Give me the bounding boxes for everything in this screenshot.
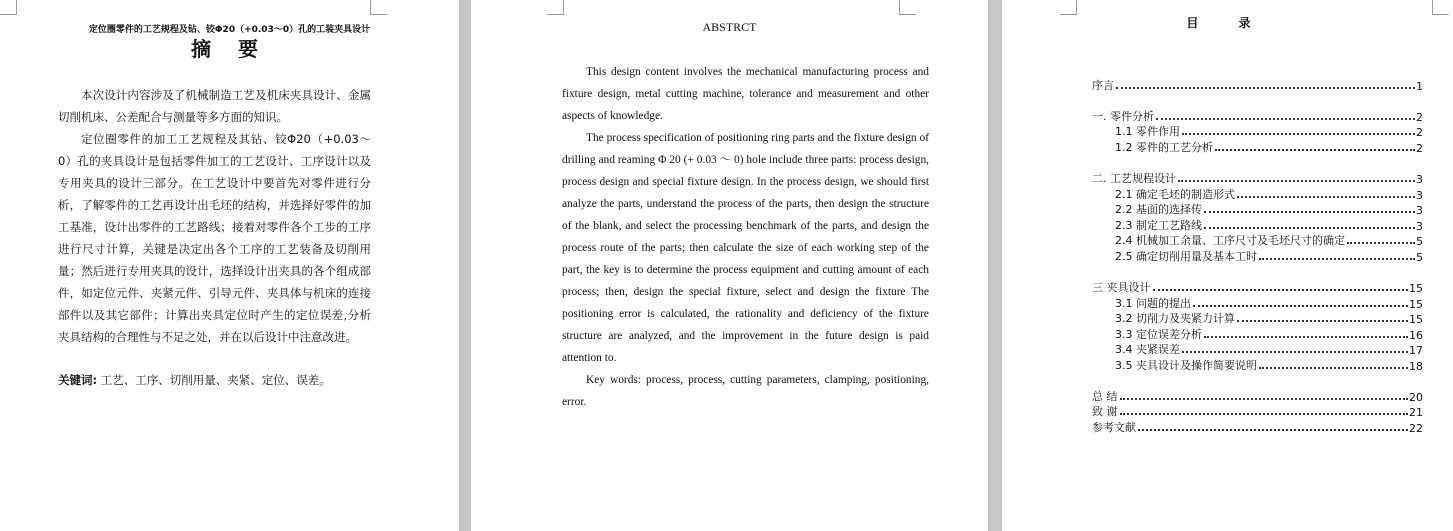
toc-page-number: 2 [1416, 126, 1423, 139]
toc-entry-text: 2.4 机械加工余量、工序尺寸及毛坯尺寸的确定 [1115, 234, 1345, 247]
toc-page-number: 5 [1416, 251, 1423, 264]
toc-page-number: 3 [1416, 220, 1423, 233]
toc-page-number: 3 [1416, 173, 1423, 186]
toc-leader-dots [1156, 118, 1415, 120]
page-english-abstract [471, 0, 988, 531]
toc-leader-dots [1237, 196, 1415, 198]
toc-entry [1092, 170, 1423, 186]
toc-page-number: 15 [1409, 298, 1423, 311]
toc-entry [1092, 279, 1423, 295]
toc-leader-dots [1178, 180, 1415, 182]
toc-leader-dots [1193, 305, 1408, 307]
toc-leader-dots [1259, 258, 1415, 260]
toc-entry [1115, 232, 1423, 248]
toc-entry-text: 致 谢 [1092, 405, 1118, 418]
toc-page-number: 16 [1409, 329, 1423, 342]
keywords-line [58, 369, 371, 391]
document-header: 定位圈零件的工艺规程及钻、铰Φ20（+0.03～0）孔的工装夹具设计 [88, 25, 371, 35]
toc-entry-text: 1.2 零件的工艺分析 [1115, 141, 1213, 154]
toc-leader-dots [1182, 133, 1415, 135]
toc-entry-text: 3.4 夹紧误差 [1115, 343, 1180, 356]
toc-entry [1092, 403, 1423, 419]
toc-leader-dots [1120, 398, 1409, 400]
crop-mark [547, 0, 564, 15]
toc-page-number: 22 [1409, 422, 1423, 435]
toc-page-number: 2 [1416, 142, 1423, 155]
toc-entry-text: 3.2 切削力及夹紧力计算 [1115, 312, 1235, 325]
crop-mark [1060, 0, 1077, 15]
toc-entry [1115, 357, 1423, 373]
toc-leader-dots [1259, 367, 1408, 369]
page-table-of-contents [1002, 0, 1453, 531]
abstract-title: ABSTRCT [702, 20, 757, 34]
toc-entry-text: 二. 工艺规程设计 [1092, 172, 1176, 185]
toc-leader-dots [1153, 289, 1409, 291]
toc-entry [1115, 310, 1423, 326]
toc-entry [1115, 248, 1423, 264]
toc-entry-text: 三 夹具设计 [1092, 281, 1151, 294]
abstract-paragraph: 本次设计内容涉及了机械制造工艺及机床夹具设计、金属切削机床、公差配合与测量等多方面的知识。 [58, 88, 371, 124]
toc-entry-text: 1.1 零件作用 [1115, 125, 1180, 138]
toc-entry-text: 3.5 夹具设计及操作简要说明 [1115, 359, 1257, 372]
toc-entry-text: 2.1 确定毛坯的制造形式 [1115, 188, 1235, 201]
toc-entry [1092, 388, 1423, 404]
toc-leader-dots [1120, 413, 1409, 415]
toc-entry [1115, 201, 1423, 217]
toc-page-number: 3 [1416, 204, 1423, 217]
toc-page-number: 15 [1409, 313, 1423, 326]
toc-leader-dots [1204, 211, 1415, 213]
toc-page-number: 15 [1409, 282, 1423, 295]
toc-entry-text: 总 结 [1092, 390, 1118, 403]
crop-mark [0, 0, 17, 15]
toc-leader-dots [1138, 429, 1408, 431]
toc-leader-dots [1204, 227, 1415, 229]
toc-page-number: 21 [1409, 406, 1423, 419]
toc-title: 目 录 [1186, 16, 1269, 30]
toc-entry-text: 参考文献 [1092, 421, 1136, 434]
toc-entry [1092, 108, 1423, 124]
toc-entry [1092, 77, 1423, 93]
toc-page-number: 17 [1409, 344, 1423, 357]
keywords-text: 工艺、工序、切削用量、夹紧、定位、误差。 [100, 373, 331, 387]
toc-entry [1115, 295, 1423, 311]
toc-page-number: 2 [1416, 111, 1423, 124]
crop-mark [1432, 0, 1449, 15]
toc-leader-dots [1204, 336, 1408, 338]
abstract-paragraph: This design content involves the mechanical manufacturing process and fixture design, metal cutting machine, tolerance and measurement and other aspects of knowledge. [562, 66, 929, 122]
keywords-label: 关键词: [58, 373, 98, 387]
abstract-paragraph: The process specification of positioning ring parts and the fixture design of drilling and reaming Φ 20 (+ 0.03 ～ 0) hole include three parts: process design, process design and special fixture design. In the process design, we should first analyze the parts, understand the process of the parts, then design the structure of the blank, and select the processing benchmark of the parts, and design the process route of the parts; then calculate the size of each working step of the part, the key is to determine the process equipment and cutting amount of each process; then, design the special fixture, select and design the fixture The positioning error is calculated, the rationality and deficiency of the fixture structure are analyzed, and the improvement in the future design is paid attention to. [562, 132, 929, 364]
abstract-title: 摘 要 [191, 37, 268, 61]
crop-mark [899, 0, 916, 15]
toc-entry-text: 序言 [1092, 79, 1114, 92]
toc-entry-text: 2.3 制定工艺路线 [1115, 219, 1202, 232]
toc-entry-text: 2.2 基面的选择传 [1115, 203, 1202, 216]
toc-entry-text: 3.1 问题的提出 [1115, 297, 1191, 310]
toc-entry [1115, 123, 1423, 139]
toc-page-number: 18 [1409, 360, 1423, 373]
toc-entry-text: 一. 零件分析 [1092, 110, 1154, 123]
abstract-paragraph: 定位圈零件的加工工艺规程及其钻、铰Φ20（+0.03～0）孔的夹具设计是包括零件加工的工艺设计、工序设计以及专用夹具的设计三部分。在工艺设计中要首先对零件进行分析，了解零件的工艺再设计出毛坯的结构，并选择好零件的加工基准，设计出零件的工艺路线；接着对零件各个工步的工序进行尺寸计算，关键是决定出各个工序的工艺装备及切削用量；然后进行专用夹具的设计，选择设计出夹具的各个组成部件，如定位元件、夹紧元件、引导元件、夹具体与机床的连接部件以及其它部件；计算出夹具定位时产生的定位误差,分析夹具结构的合理性与不足之处，并在以后设计中注意改进。 [58, 132, 371, 344]
toc-entry [1115, 217, 1423, 233]
toc-entry [1115, 186, 1423, 202]
page-chinese-abstract [0, 0, 459, 531]
keywords-paragraph: Key words: process, process, cutting parameters, clamping, positioning, error. [562, 374, 929, 408]
toc-entry [1115, 139, 1423, 155]
toc-entry-text: 2.5 确定切削用量及基本工时 [1115, 250, 1257, 263]
abstract-body [58, 84, 371, 348]
toc-page-number: 3 [1416, 189, 1423, 202]
toc-leader-dots [1215, 149, 1415, 151]
crop-mark [370, 0, 387, 15]
toc-leader-dots [1237, 320, 1408, 322]
toc-page-number: 20 [1409, 391, 1423, 404]
toc-page-number: 1 [1416, 80, 1423, 93]
toc-leader-dots [1347, 242, 1415, 244]
toc-entry [1115, 341, 1423, 357]
toc-entry-text: 3.3 定位误差分析 [1115, 328, 1202, 341]
toc-entry [1092, 419, 1423, 435]
toc-leader-dots [1116, 87, 1415, 89]
toc-page-number: 5 [1416, 235, 1423, 248]
abstract-body [562, 61, 929, 413]
toc-entry [1115, 326, 1423, 342]
toc-leader-dots [1182, 351, 1408, 353]
